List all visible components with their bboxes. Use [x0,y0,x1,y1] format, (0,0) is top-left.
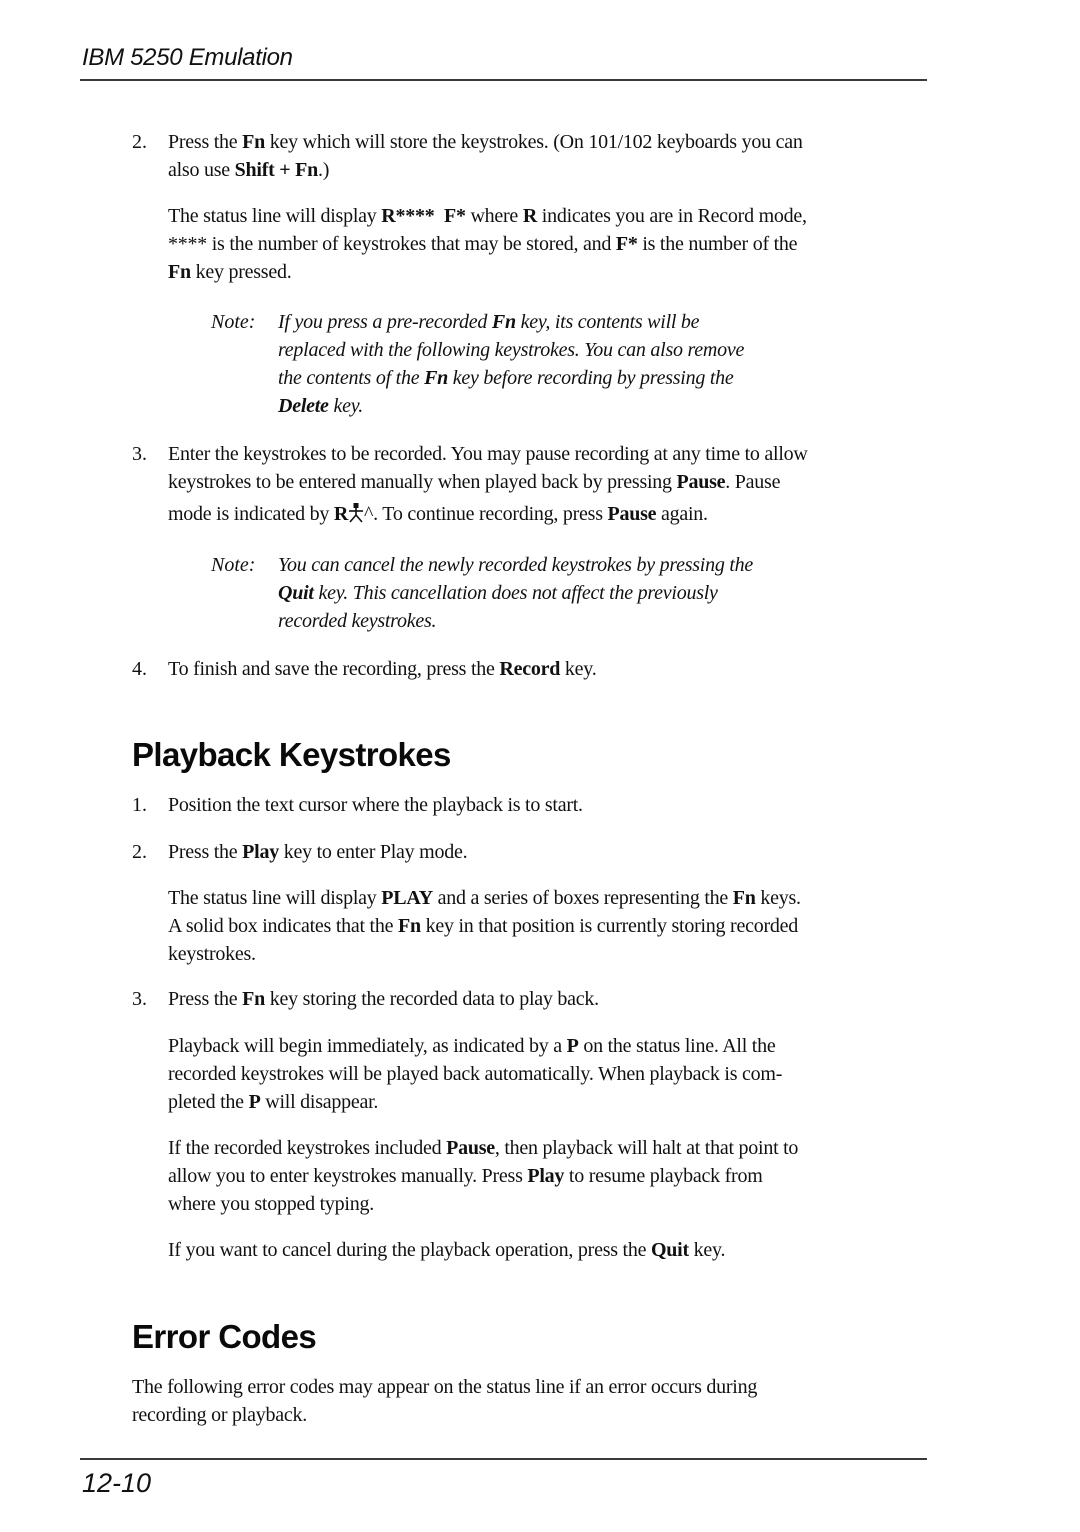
header-rule [80,79,927,81]
text-line: Enter the keystrokes to be recorded. You may pause recording at any time to allow [168,443,808,465]
text-line: The following error codes may appear on the status line if an error occurs during [132,1376,758,1398]
text-line: The status line will display PLAY and a series of boxes representing the Fn keys. [168,887,801,909]
text-line: recorded keystrokes will be played back automatically. When playback is com- [168,1063,783,1085]
text-line: recording or playback. [132,1404,307,1426]
list-number: 3. [132,443,147,465]
list-number: 1. [132,794,147,816]
text-line: A solid box indicates that the Fn key in that position is currently storing recorded [168,915,799,937]
text-line: Press the Play key to enter Play mode. [168,841,468,863]
running-header-title: IBM 5250 Emulation [82,44,293,71]
text-line: Press the Fn key storing the recorded data to play back. [168,988,599,1010]
text-line: Press the Fn key which will store the keystrokes. (On 101/102 keyboards you can [168,131,803,153]
page-number: 12-10 [82,1468,152,1498]
text-line: Playback will begin immediately, as indicated by a P on the status line. All the [168,1035,776,1057]
note-line: Quit key. This cancellation does not affect the previously [278,582,718,604]
text-line: mode is indicated by R ^. To continue recording, press Pause again. [168,503,708,525]
text-line: Position the text cursor where the playback is to start. [168,794,583,816]
list-number: 2. [132,841,147,863]
note-label: Note: [211,311,256,333]
text-line: pleted the P will disappear. [168,1091,379,1113]
text-line: also use Shift + Fn.) [168,159,330,181]
text-line: **** is the number of keystrokes that may be stored, and F* is the number of the [168,233,798,255]
note-label: Note: [211,554,256,576]
text-line: keystrokes to be entered manually when played back by pressing Pause. Pause [168,471,781,493]
text-line: Fn key pressed. [168,261,292,283]
list-number: 2. [132,131,147,153]
note-line: recorded keystrokes. [278,610,437,632]
footer-rule [80,1458,927,1460]
text-line: The status line will display R**** F* where R indicates you are in Record mode, [168,205,807,227]
note-line: the contents of the Fn key before recording by pressing the [278,367,734,389]
section-heading-playback: Playback Keystrokes [132,736,451,773]
text-line: keystrokes. [168,943,256,965]
note-line: If you press a pre-recorded Fn key, its contents will be [278,311,700,333]
text-line: If you want to cancel during the playback operation, press the Quit key. [168,1239,726,1261]
person-figure-icon [348,503,364,523]
section-heading-error-codes: Error Codes [132,1318,317,1355]
text-line: where you stopped typing. [168,1193,374,1215]
text-line: If the recorded keystrokes included Pause, then playback will halt at that point to [168,1137,799,1159]
note-line: You can cancel the newly recorded keystrokes by pressing the [278,554,754,576]
text-line: allow you to enter keystrokes manually. Press Play to resume playback from [168,1165,763,1187]
list-number: 4. [132,658,147,680]
list-number: 3. [132,988,147,1010]
note-line: Delete key. [278,395,363,417]
note-line: replaced with the following keystrokes. You can also remove [278,339,745,361]
text-line: To finish and save the recording, press the Record key. [168,658,597,680]
